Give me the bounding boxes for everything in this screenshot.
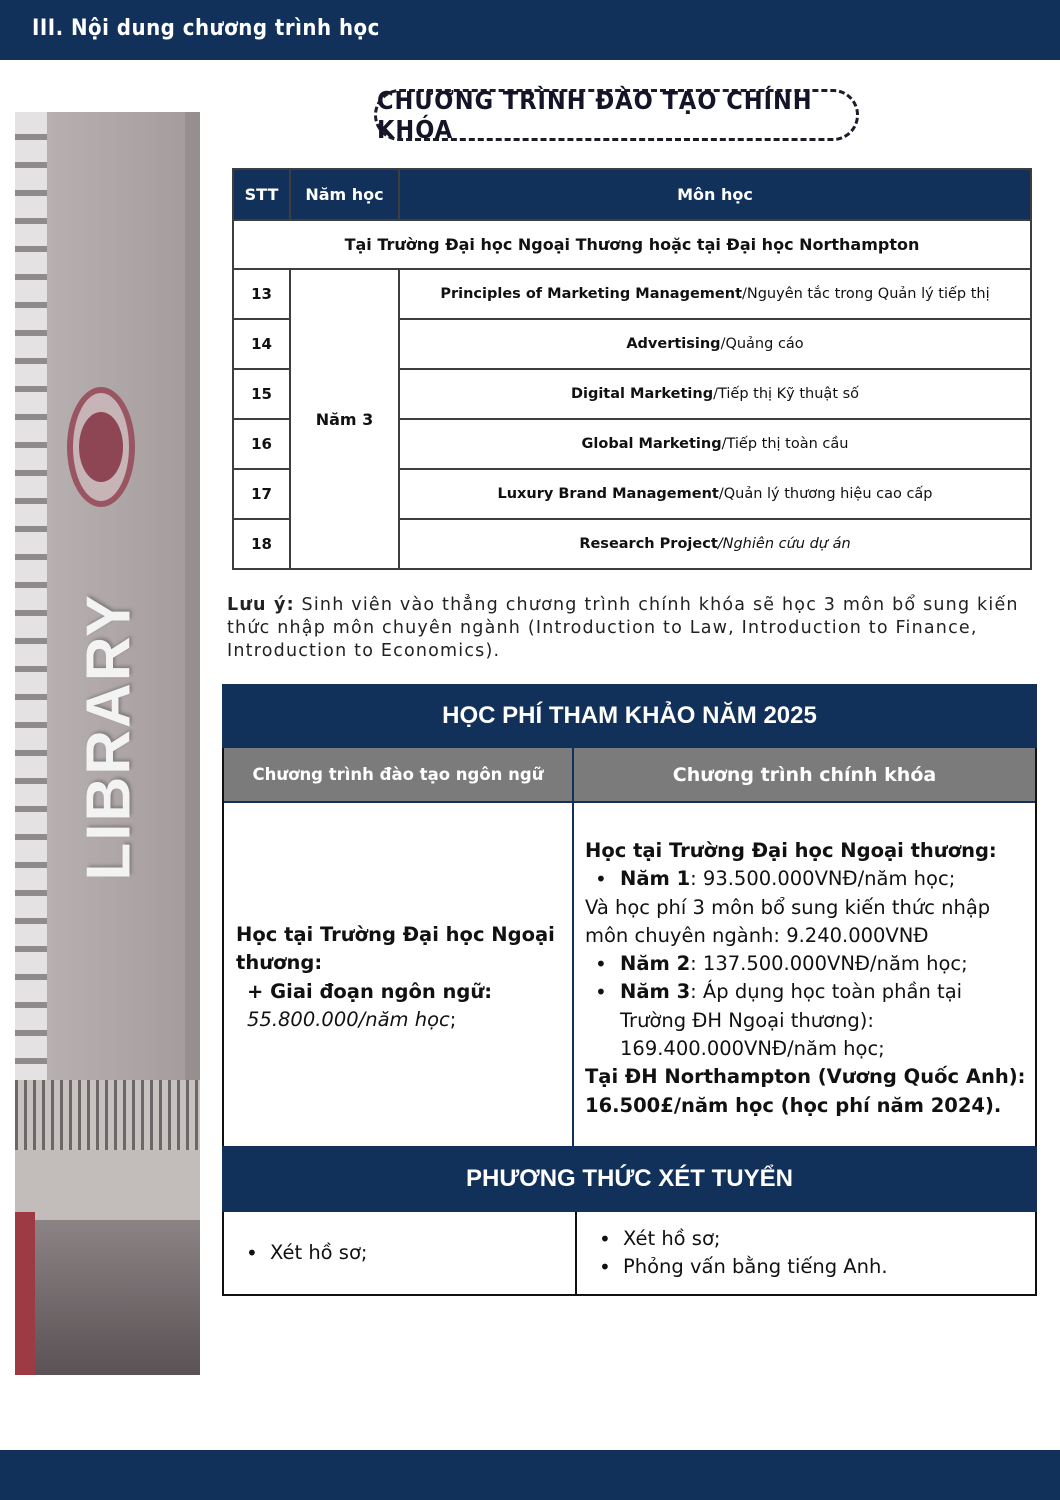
tuition-title: HỌC PHÍ THAM KHẢO NĂM 2025 — [222, 684, 1037, 748]
tuition-grid — [222, 748, 1037, 1146]
year2-item — [585, 950, 1029, 978]
admission-language-column — [224, 1212, 577, 1294]
subject-vi: /Nghiên cứu dự án — [717, 536, 851, 552]
list-item: • Xét hồ sơ; — [577, 1225, 888, 1253]
curriculum-note — [227, 594, 1037, 663]
col-header-subject: Môn học — [399, 169, 1031, 220]
northampton-fee: Tại ĐH Northampton (Vương Quốc Anh): 16.500£/năm học (học phí năm 2024). — [585, 1065, 1026, 1117]
year1-list — [585, 865, 1029, 893]
left-heading: Học tại Trường Đại học Ngoại thương: — [236, 923, 555, 975]
year2-fee: : 137.500.000VNĐ/năm học; — [690, 952, 968, 976]
photo-ground — [15, 1220, 200, 1375]
subject-cell — [399, 419, 1031, 469]
library-sign: LIBRARY — [74, 593, 144, 881]
main-program-column — [574, 748, 1035, 1146]
subject-vi: /Tiếp thị toàn cầu — [721, 436, 849, 452]
subject-cell — [399, 469, 1031, 519]
main-program-header: Chương trình chính khóa — [574, 748, 1035, 801]
photo-ledge — [15, 1150, 200, 1220]
photo-apartment-building — [15, 112, 47, 1212]
subject-vi: /Quảng cáo — [720, 336, 804, 352]
admission-main-list — [577, 1225, 888, 1281]
language-program-column — [224, 748, 574, 1146]
stt-cell: 18 — [233, 519, 290, 569]
list-item: • Xét hồ sơ; — [224, 1239, 367, 1267]
language-stage-fee: 55.800.000/năm học — [247, 1007, 450, 1031]
subject-cell — [399, 319, 1031, 369]
year3-item — [585, 978, 1029, 1063]
location-row — [233, 220, 1031, 269]
note-text: Sinh viên vào thẳng chương trình chính khóa sẽ học 3 môn bổ sung kiến thức nhập môn chuyên ngành (Introduction to Law, Introduction to Finance, Introduction to Economics). — [227, 595, 1019, 661]
subject-vi: /Quản lý thương hiệu cao cấp — [718, 486, 933, 502]
photo-red-strip — [15, 1212, 35, 1375]
admission-grid — [222, 1212, 1037, 1296]
year1-label: Năm 1 — [620, 867, 691, 891]
language-program-fees — [224, 801, 572, 1146]
program-banner — [374, 86, 859, 144]
university-seal-center — [79, 412, 123, 482]
note-label: Lưu ý: — [227, 595, 295, 615]
language-stage-line — [236, 1006, 564, 1034]
year3-fee: : Áp dụng học toàn phần tại Trường ĐH Ngoại thương): 169.400.000VNĐ/năm học; — [620, 980, 963, 1061]
bottom-footer-bar — [0, 1450, 1060, 1500]
stt-cell: 17 — [233, 469, 290, 519]
year3-label: Năm 3 — [620, 980, 691, 1004]
stt-cell: 15 — [233, 369, 290, 419]
subject-en: Research Project — [579, 536, 718, 552]
photo-railing — [15, 1080, 200, 1150]
main-program-fees — [574, 801, 1035, 1146]
year23-list — [585, 950, 1029, 1063]
subject-en: Luxury Brand Management — [497, 486, 719, 502]
subject-en: Global Marketing — [581, 436, 722, 452]
subject-cell — [399, 519, 1031, 569]
year2-label: Năm 2 — [620, 952, 691, 976]
admission-language-list — [224, 1239, 367, 1267]
extra-courses-fee: Và học phí 3 môn bổ sung kiến thức nhập môn chuyên ngành: 9.240.000VNĐ — [585, 895, 991, 947]
subject-en: Principles of Marketing Management — [440, 286, 742, 302]
stt-cell: 13 — [233, 269, 290, 319]
tuition-section — [222, 684, 1037, 1296]
subject-vi: /Tiếp thị Kỹ thuật số — [713, 386, 860, 402]
admission-main-column — [577, 1212, 1035, 1294]
year1-fee: : 93.500.000VNĐ/năm học; — [690, 867, 956, 891]
stt-cell: 16 — [233, 419, 290, 469]
program-banner-title: CHƯƠNG TRÌNH ĐÀO TẠO CHÍNH KHÓA — [377, 86, 813, 144]
admission-title: PHƯƠNG THỨC XÉT TUYỂN — [222, 1146, 1037, 1212]
subject-en: Digital Marketing — [570, 386, 714, 402]
curriculum-table — [232, 168, 1032, 570]
location-cell: Tại Trường Đại học Ngoại Thương hoặc tại Đại học Northampton — [233, 220, 1031, 269]
year1-item — [585, 865, 1029, 893]
library-photo — [15, 112, 200, 1375]
top-header-bar — [0, 0, 1060, 60]
subject-cell — [399, 369, 1031, 419]
language-stage-label: + Giai đoạn ngôn ngữ: — [247, 979, 493, 1003]
subject-vi: /Nguyên tắc trong Quản lý tiếp thị — [742, 286, 990, 302]
language-program-header: Chương trình đào tạo ngôn ngữ — [224, 748, 572, 801]
language-stage-suffix: ; — [449, 1007, 457, 1031]
subject-cell — [399, 269, 1031, 319]
subject-en: Advertising — [626, 336, 721, 352]
stt-cell: 14 — [233, 319, 290, 369]
right-heading: Học tại Trường Đại học Ngoại thương: — [585, 839, 997, 862]
curriculum-header-row — [233, 169, 1031, 220]
year-cell: Năm 3 — [290, 269, 399, 569]
section-title: III. Nội dung chương trình học — [32, 16, 380, 41]
photo-pillar-edge — [185, 112, 200, 1112]
col-header-year: Năm học — [290, 169, 399, 220]
col-header-stt: STT — [233, 169, 290, 220]
table-row — [233, 269, 1031, 319]
list-item: • Phỏng vấn bằng tiếng Anh. — [577, 1253, 888, 1281]
